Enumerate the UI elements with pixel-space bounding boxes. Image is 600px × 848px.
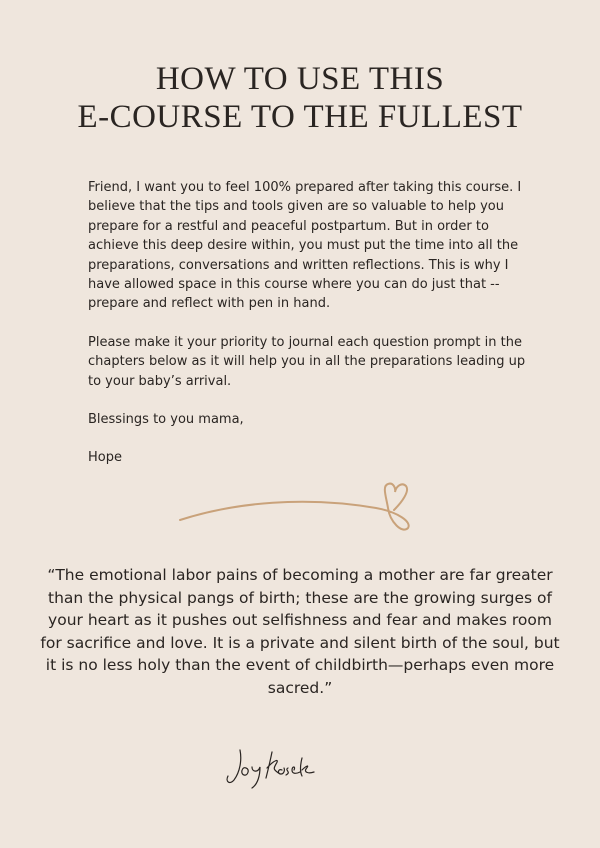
intro-paragraph-1: Friend, I want you to feel 100% prepared after taking this course. I believe that the tips and tools given are so valuable to help you prepare for a restful and peaceful postpartum. But in order to achieve this deep desire within, you must put the time into all the preparations, conversations and written reflections. This is why I have allowed space in this course where you can do just that -- prepare and reflect with pen in hand.: [88, 180, 522, 312]
quote-text: “The emotional labor pains of becoming a mother are far greater than the physical pangs of birth; these are the growing surges of your heart as it pushes out selfishness and fear and makes room for sacrifice and love. It is a private and silent birth of the soul, but it is no less holy than the event of childbirth—perhaps even more sacred.”: [40, 566, 560, 697]
heart-swirl-icon: [176, 478, 426, 538]
title-line-2: E-COURSE TO THE FULLEST: [77, 99, 523, 135]
intro-paragraph-2: Please make it your priority to journal each question prompt in the chapters below as it will help you in all the preparations leading up to your baby’s arrival.: [88, 334, 526, 389]
intro-letter: [88, 178, 538, 487]
title-line-1: HOW TO USE THIS: [155, 61, 445, 97]
page-title: [0, 60, 600, 136]
signoff-name: Hope: [88, 450, 122, 466]
signature-image: [222, 742, 322, 792]
closing-line: Blessings to you mama,: [88, 412, 244, 428]
